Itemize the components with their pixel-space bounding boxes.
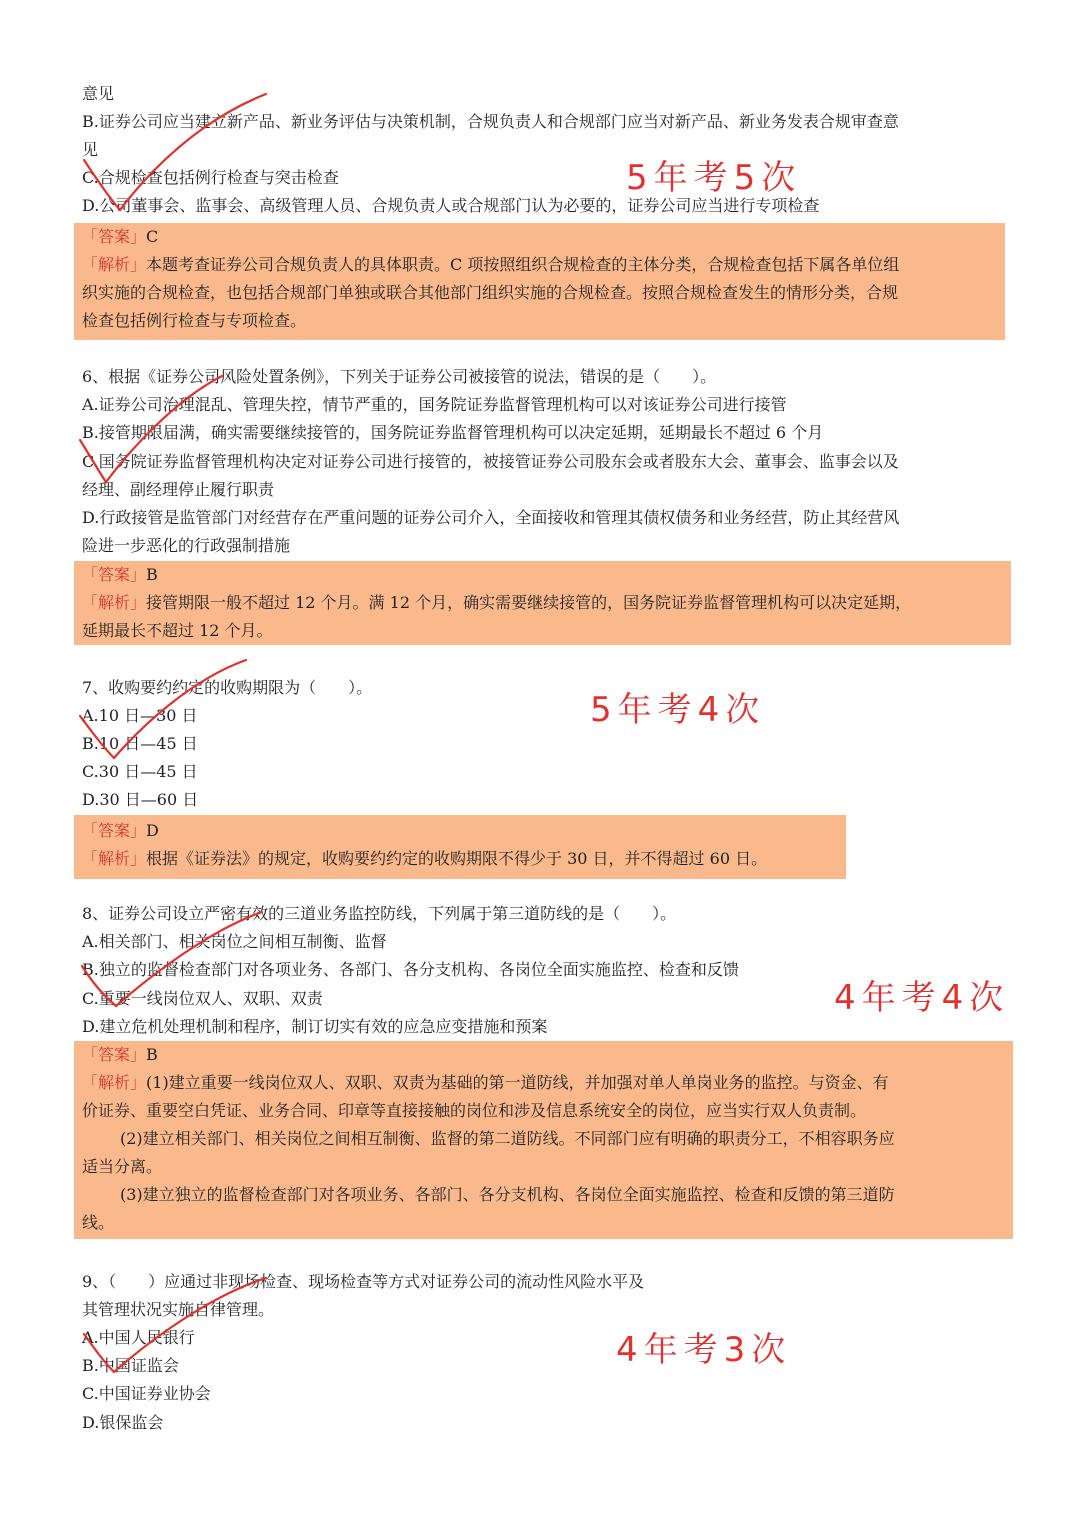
q6-option-c-cont: 经理、副经理停止履行职责	[82, 480, 275, 499]
q8-option-c: C.重要一线岗位双人、双职、双责	[82, 989, 323, 1008]
q6-check-mark-icon	[80, 376, 222, 482]
q6-option-b: B.接管期限届满，确实需要继续接管的，国务院证券监督管理机构可以决定延期，延期最长不超过 6 个月	[82, 423, 824, 442]
q5-analysis-cont: 织实施的合规检查，也包括合规部门单独或联合其他部门组织实施的合规检查。按照合规检查发生的情形分类，合规	[82, 283, 899, 302]
q8-handwritten-note: 4年考4次	[834, 978, 1010, 1018]
q7-option-c: C.30 日—45 日	[82, 762, 198, 781]
q7-check-mark-icon	[80, 660, 246, 758]
analysis-tag: 「解析」	[82, 255, 147, 274]
q5-option-a-tail: 意见	[82, 84, 115, 103]
q8-analysis-cont: 线。	[82, 1213, 115, 1232]
q9-stem: 9、（ ）应通过非现场检查、现场检查等方式对证券公司的流动性风险水平及	[82, 1272, 645, 1291]
answer-tag: 「答案」	[82, 1045, 147, 1064]
analysis-tag: 「解析」	[82, 849, 147, 868]
q7-handwritten-note: 5年考4次	[590, 690, 766, 730]
q8-check-mark-icon	[82, 912, 262, 1006]
q8-option-b: B.独立的监督检查部门对各项业务、各部门、各分支机构、各岗位全面实施监控、检查和反馈	[82, 960, 739, 979]
q7-option-d: D.30 日—60 日	[82, 790, 199, 809]
q8-analysis-point-2: (2)建立相关部门、相关岗位之间相互制衡、监督的第二道防线。不同部门应有明确的职责分工，不相容职务应	[120, 1129, 895, 1148]
answer-value: C	[146, 227, 159, 246]
analysis-text: 根据《证券法》的规定，收购要约约定的收购期限不得少于 30 日，并不得超过 60 日。	[146, 849, 768, 868]
answer-tag: 「答案」	[82, 821, 147, 840]
q7-stem: 7、收购要约约定的收购期限为（ ）。	[82, 678, 373, 697]
analysis-text: 接管期限一般不超过 12 个月。满 12 个月，确实需要继续接管的，国务院证券监督管理机构可以决定延期，	[146, 593, 912, 612]
q5-option-c: C.合规检查包括例行检查与突击检查	[82, 168, 339, 187]
q8-analysis-cont: 适当分离。	[82, 1157, 163, 1176]
q6-option-d: D.行政接管是监管部门对经营存在严重问题的证券公司介入，全面接收和管理其债权债务和业务经营，防止其经营风	[82, 508, 900, 527]
q6-stem: 6、根据《证券公司风险处置条例》，下列关于证券公司被接管的说法，错误的是（ ）。	[82, 367, 717, 386]
answer-tag: 「答案」	[82, 227, 147, 246]
q6-option-c: C.国务院证券监督管理机构决定对证券公司进行接管的，被接管证券公司股东会或者股东大会、董事会、监事会以及	[82, 452, 899, 471]
q7-option-a: A.10 日—30 日	[82, 706, 198, 725]
q5-option-d: D.公司董事会、监事会、高级管理人员、合规负责人或合规部门认为必要的，证券公司应当进行专项检查	[82, 196, 820, 215]
q5-analysis-cont: 检查包括例行检查与专项检查。	[82, 311, 307, 330]
q8-stem: 8、证券公司设立严密有效的三道业务监控防线，下列属于第三道防线的是（ ）。	[82, 904, 677, 923]
analysis-tag: 「解析」	[82, 593, 147, 612]
q9-option-a: A.中国人民银行	[82, 1328, 195, 1347]
q8-analysis-point-3: (3)建立独立的监督检查部门对各项业务、各部门、各分支机构、各岗位全面实施监控、检查和反馈的第三道防	[120, 1185, 895, 1204]
q5-check-mark-icon	[84, 94, 266, 210]
q9-handwritten-note: 4年考3次	[616, 1330, 792, 1370]
q6-option-a: A.证券公司治理混乱、管理失控，情节严重的，国务院证券监督管理机构可以对该证券公司进行接管	[82, 395, 787, 414]
q6-analysis-cont: 延期最长不超过 12 个月。	[82, 621, 273, 640]
q9-stem-cont: 其管理状况实施自律管理。	[82, 1300, 275, 1319]
q9-option-d: D.银保监会	[82, 1413, 164, 1432]
q7-option-b: B.10 日—45 日	[82, 734, 198, 753]
answer-value: D	[146, 821, 159, 840]
analysis-text: 本题考查证券公司合规负责人的具体职责。C 项按照组织合规检查的主体分类，合规检查包括下属各单位组	[146, 255, 900, 274]
answer-value: B	[146, 565, 158, 584]
q9-option-b: B.中国证监会	[82, 1356, 179, 1375]
q5-option-b-cont: 见	[82, 140, 99, 159]
answer-tag: 「答案」	[82, 565, 147, 584]
q8-option-a: A.相关部门、相关岗位之间相互制衡、监督	[82, 932, 387, 951]
answer-value: B	[146, 1045, 158, 1064]
q8-analysis-cont: 价证券、重要空白凭证、业务合同、印章等直接接触的岗位和涉及信息系统安全的岗位，应当实行双人负责制。	[82, 1101, 867, 1120]
analysis-text: (1)建立重要一线岗位双人、双职、双责为基础的第一道防线，并加强对单人单岗业务的监控。与资金、有	[146, 1073, 889, 1092]
q9-check-mark-icon	[84, 1278, 266, 1372]
q8-option-d: D.建立危机处理机制和程序，制订切实有效的应急应变措施和预案	[82, 1017, 548, 1036]
q9-option-c: C.中国证券业协会	[82, 1384, 211, 1403]
q6-option-d-cont: 险进一步恶化的行政强制措施	[82, 536, 291, 555]
analysis-tag: 「解析」	[82, 1073, 147, 1092]
q5-handwritten-note: 5年考5次	[626, 158, 802, 198]
q5-option-b: B.证券公司应当建立新产品、新业务评估与决策机制，合规负责人和合规部门应当对新产品、新业务发表合规审查意	[82, 112, 899, 131]
